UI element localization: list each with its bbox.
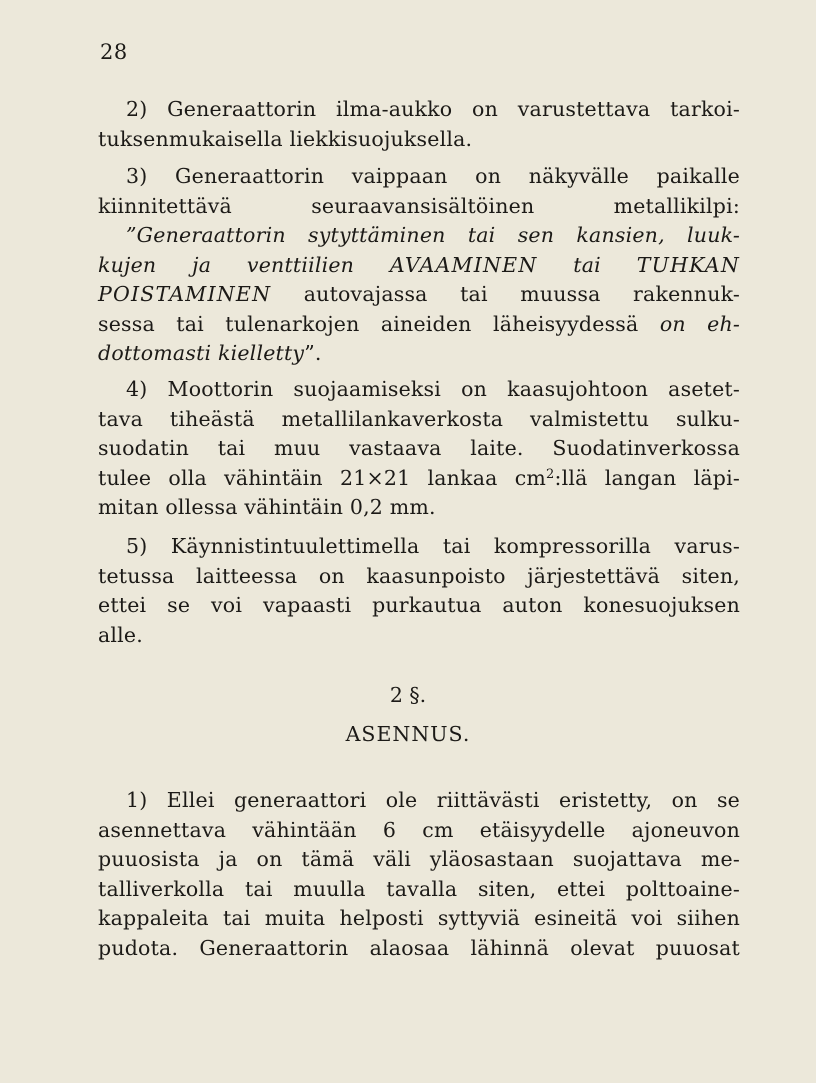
text-line: suodatin tai muu vastaava laite. Suodatinverkossa [98, 436, 740, 460]
text-line: asennettava vähintään 6 cm etäisyydelle ajoneuvon [98, 817, 740, 842]
text-line: tava tiheästä metallilankaverkosta valmistettu sulku- [98, 406, 740, 431]
body-text: ”. [304, 341, 322, 365]
text-line: 3) Generaattorin vaippaan on näkyvälle paikalle [126, 164, 740, 188]
paragraph-5 [98, 532, 740, 650]
caps-text: POISTAMINEN [98, 282, 272, 306]
text-line [98, 339, 740, 369]
text-line: talliverkolla tai muulla tavalla siten, ettei polttoaine- [98, 876, 740, 901]
italic-text: dottomasti kielletty [98, 341, 305, 365]
text-line-italic: ”Generaattorin sytyttäminen tai sen kansien, luuk- [126, 223, 740, 247]
text-line: mitan ollessa vähintäin 0,2 mm. [98, 495, 436, 519]
body-text: :llä langan läpi- [554, 465, 740, 490]
body-text: tulee olla vähintäin 21×21 lankaa cm [98, 465, 547, 490]
text-line: 4) Moottorin suojaamiseksi on kaasujohtoon asetet- [126, 377, 740, 401]
caps-text: TUHKAN [636, 252, 741, 277]
section-title: ASENNUS. [345, 722, 471, 746]
text-line [98, 251, 740, 281]
section-paragraph-1 [98, 786, 740, 963]
section-number: 2 §. [389, 683, 427, 707]
italic-text: tai [573, 252, 601, 277]
text-line: tuksenmukaisella liekkisuojuksella. [98, 126, 473, 151]
text-line: 5) Käynnistintuulettimella tai kompressorilla varus- [126, 534, 740, 558]
text-line [98, 310, 740, 340]
text-line: pudota. Generaattorin alaosaa lähinnä olevat puuosat [98, 935, 740, 960]
text-line: 2) Generaattorin ilma-aukko on varustettava tarkoi- [126, 97, 740, 121]
body-text: autovajassa tai muussa rakennuk- [303, 282, 740, 306]
text-line: alle. [98, 622, 143, 647]
page-number: 28 [100, 40, 128, 64]
text-line: kiinnitettävä seuraavansisältöinen metallikilpi: [98, 193, 740, 218]
body-text: sessa tai tulenarkojen aineiden läheisyydessä [98, 311, 639, 336]
text-line: tetussa laitteessa on kaasunpoisto järjestettävä siten, [98, 563, 740, 588]
text-line [98, 464, 740, 494]
paragraph-2 [98, 95, 740, 154]
paragraph-4 [98, 375, 740, 523]
paragraph-3 [98, 162, 740, 369]
italic-text: kujen ja venttiilien [98, 252, 355, 277]
text-line: ettei se voi vapaasti purkautua auton konesuojuksen [98, 593, 740, 617]
text-line: kappaleita tai muita helposti syttyviä esineitä voi siihen [98, 906, 740, 930]
text-line: 1) Ellei generaattori ole riittävästi eristetty, on se [126, 788, 740, 812]
text-line: puuosista ja on tämä väli yläosastaan suojattava me- [98, 847, 740, 871]
caps-text: AVAAMINEN [389, 252, 538, 277]
text-line [98, 280, 740, 310]
superscript: 2 [546, 466, 555, 482]
italic-text: on eh- [659, 311, 740, 336]
